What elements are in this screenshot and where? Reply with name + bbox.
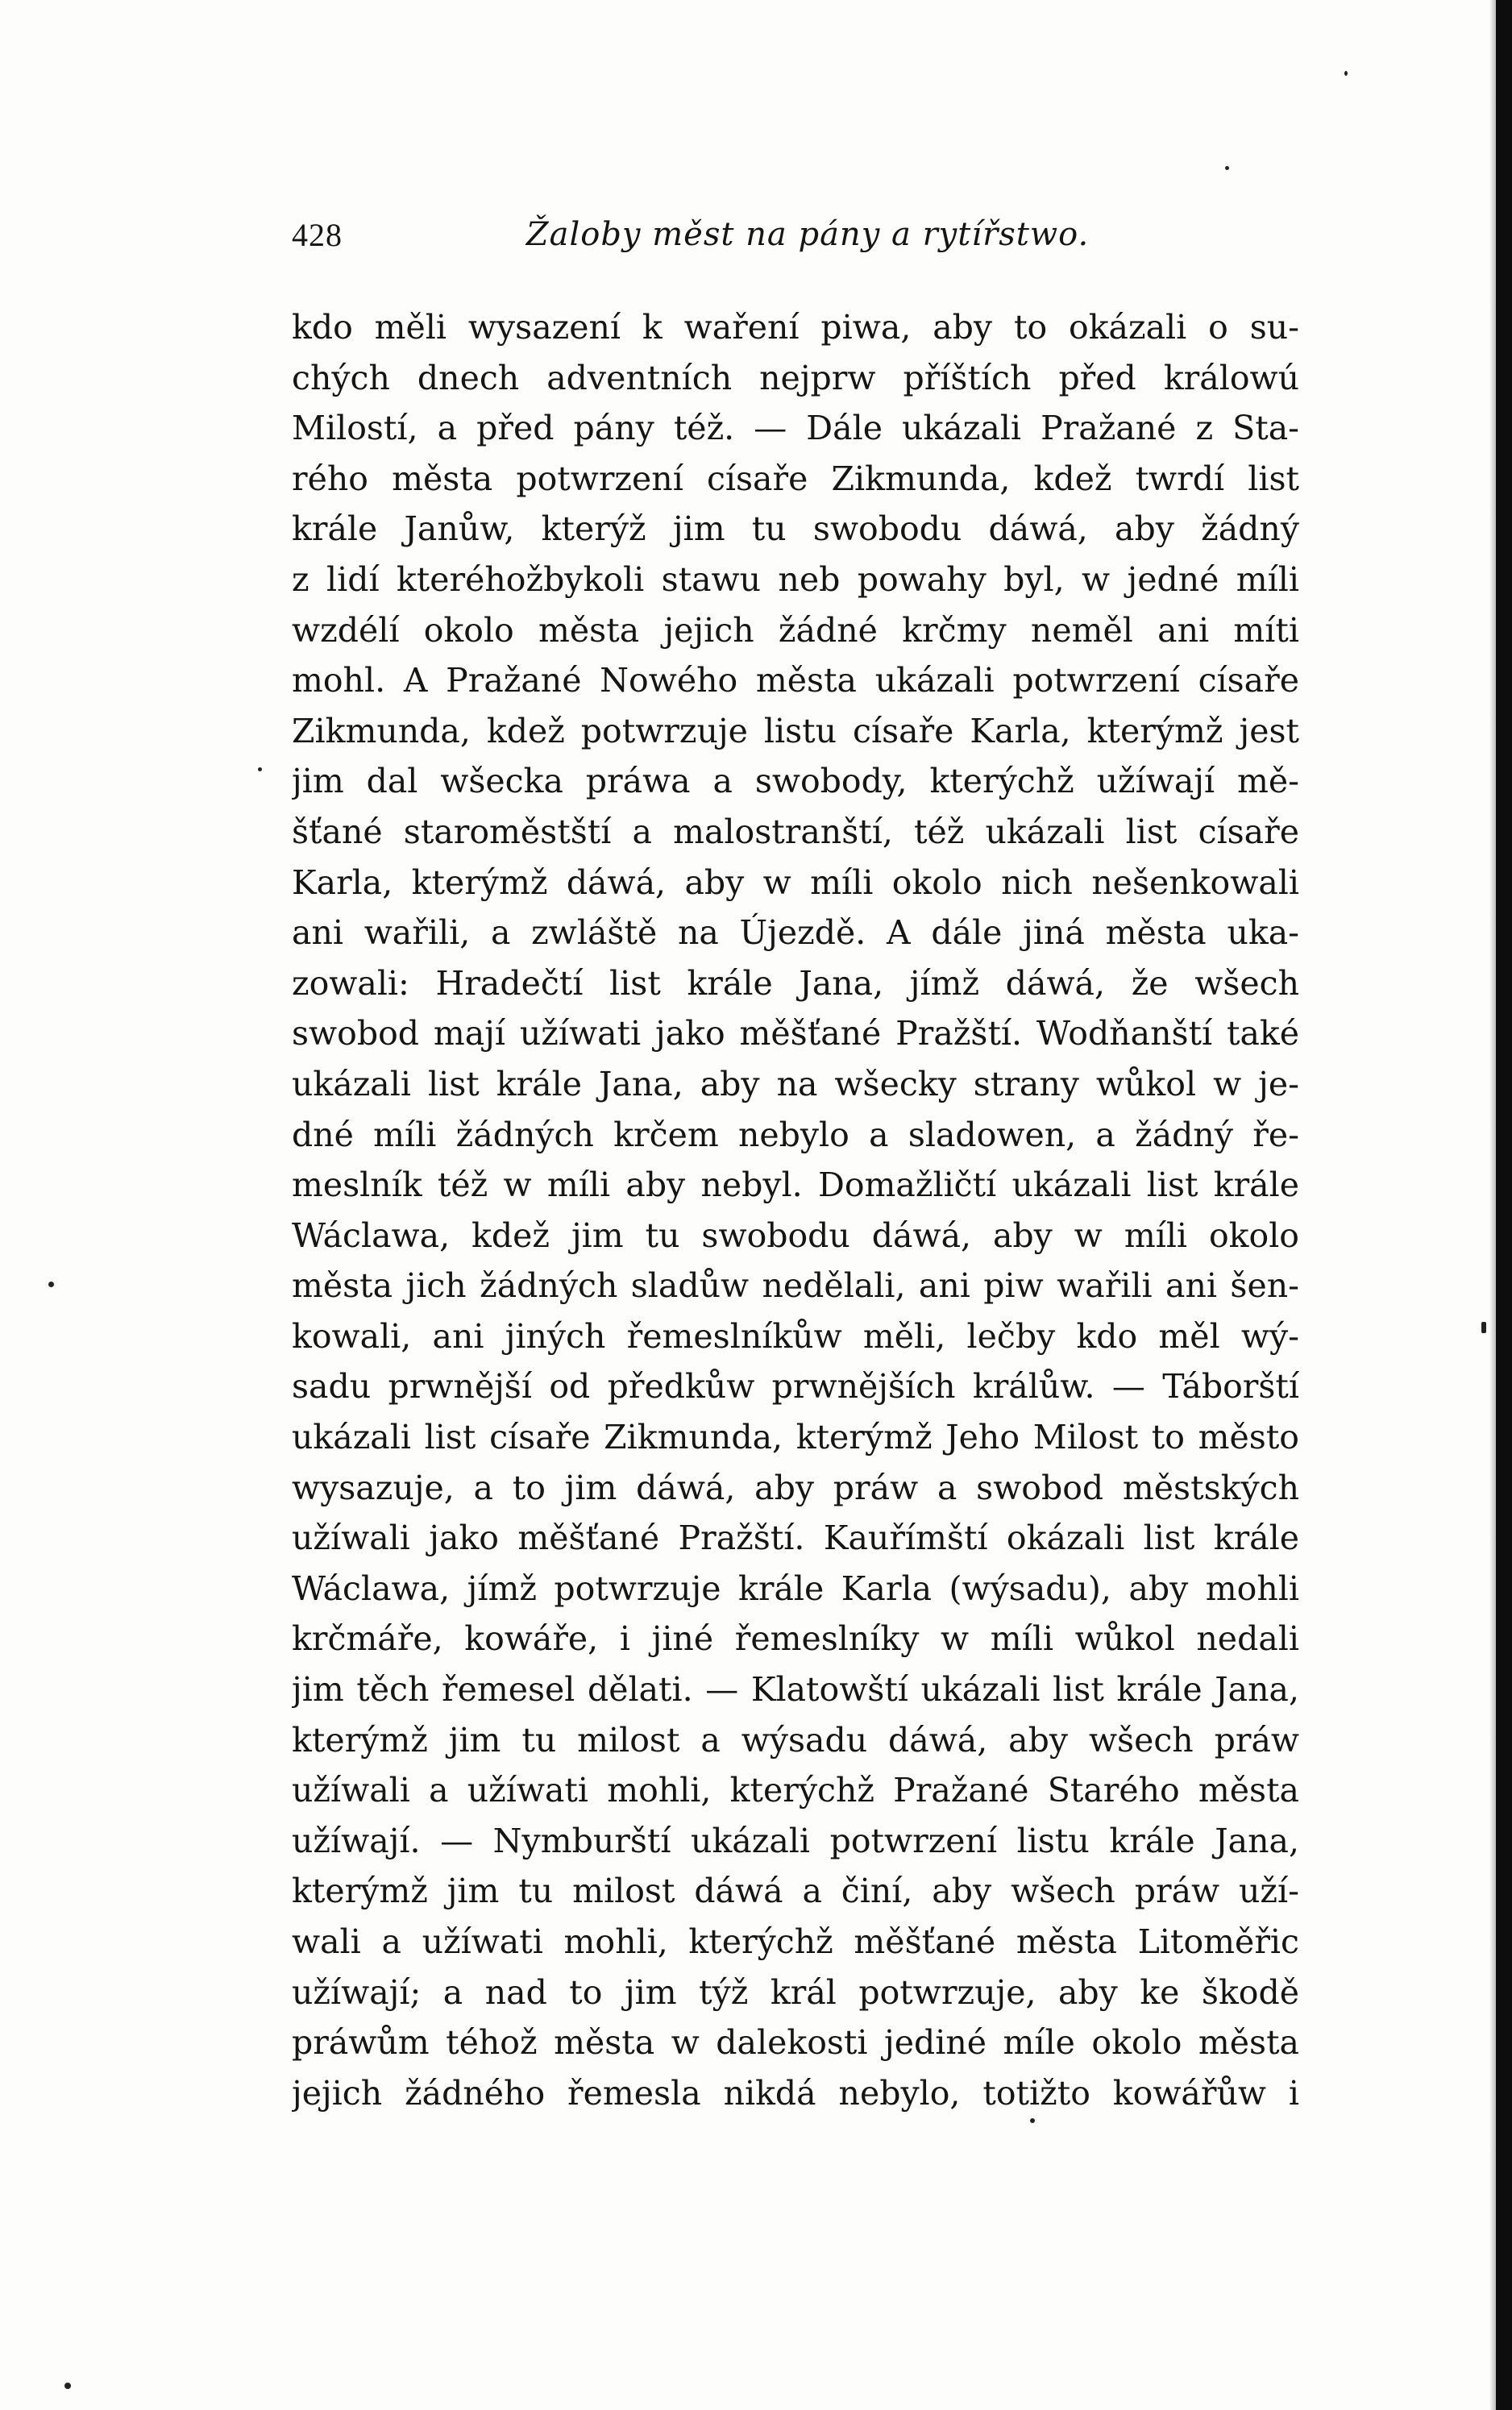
scan-border xyxy=(1496,0,1512,2410)
scan-speck xyxy=(64,2383,71,2389)
scan-speck xyxy=(48,1282,54,1287)
text-line: rého města potwrzení císaře Zikmunda, kdež twrdí list xyxy=(292,459,1299,498)
text-line: užíwali a užíwati mohli, kterýchž Pražané Starého města xyxy=(292,1771,1299,1810)
text-line: mohl. A Pražané Nowého města ukázali potwrzení císaře xyxy=(292,661,1299,700)
scan-speck xyxy=(1344,71,1348,76)
scan-speck xyxy=(1030,2118,1035,2123)
text-line: wali a užíwati mohli, kterýchž měšťané města Litoměřic xyxy=(292,1922,1299,1961)
text-line: chých dnech adventních nejprw příštích před králowú xyxy=(292,358,1299,397)
text-line: práwům téhož města w dalekosti jediné míle okolo města xyxy=(292,2023,1299,2063)
body-text xyxy=(292,302,1299,2118)
text-line: kterýmž jim tu milost a wýsadu dáwá, aby wšech práw xyxy=(292,1720,1299,1760)
text-line: ukázali list krále Jana, aby na wšecky strany wůkol w je- xyxy=(292,1064,1299,1103)
text-line: sadu prwnější od předkůw prwnějších králůw. — Táborští xyxy=(292,1367,1299,1407)
page-header xyxy=(292,216,1315,264)
text-line: jim dal wšecka práwa a swobody, kterýchž užíwají mě- xyxy=(292,762,1299,801)
page-number: 428 xyxy=(292,217,343,253)
text-line: užíwají. — Nymburští ukázali potwrzení listu krále Jana, xyxy=(292,1821,1299,1860)
text-line: užíwají; a nad to jim týž král potwrzuje, aby ke škodě xyxy=(292,1972,1299,2012)
text-line: dné míli žádných krčem nebylo a sladowen, a žádný ře- xyxy=(292,1115,1299,1154)
text-line: krále Janůw, kterýž jim tu swobodu dáwá, aby žádný xyxy=(292,509,1299,549)
scan-speck xyxy=(1481,1322,1486,1333)
scan-speck xyxy=(1225,166,1229,170)
text-line: ani wařili, a zwláště na Újezdě. A dále jiná města uka- xyxy=(292,913,1299,953)
text-line: šťané staroměstští a malostranští, též ukázali list císaře xyxy=(292,812,1299,851)
running-title: Žaloby měst na pány a rytířstwo. xyxy=(525,216,1090,253)
text-line: krčmáře, kowáře, i jiné řemeslníky w míli wůkol nedali xyxy=(292,1619,1299,1659)
text-line: swobod mají užíwati jako měšťané Pražští. Wodňanští také xyxy=(292,1014,1299,1053)
text-line: kterýmž jim tu milost dáwá a činí, aby wšech práw uží- xyxy=(292,1872,1299,1911)
text-line: kowali, ani jiných řemeslníkůw měli, lečby kdo měl wý- xyxy=(292,1316,1299,1356)
text-line: jim těch řemesel dělati. — Klatowští ukázali list krále Jana, xyxy=(292,1670,1299,1710)
text-line: ukázali list císaře Zikmunda, kterýmž Jeho Milost to město xyxy=(292,1418,1299,1457)
text-line: Milostí, a před pány též. — Dále ukázali Pražané z Sta- xyxy=(292,409,1299,448)
text-line: zowali: Hradečtí list krále Jana, jímž dáwá, že wšech xyxy=(292,963,1299,1003)
text-line: wysazuje, a to jim dáwá, aby práw a swobod městských xyxy=(292,1468,1299,1507)
text-line: užíwali jako měšťané Pražští. Kauřímští okázali list krále xyxy=(292,1519,1299,1558)
text-line: kdo měli wysazení k waření piwa, aby to okázali o su- xyxy=(292,308,1299,347)
text-line: města jich žádných sladůw nedělali, ani piw wařili ani šen- xyxy=(292,1266,1299,1306)
text-line: Zikmunda, kdež potwrzuje listu císaře Karla, kterýmž jest xyxy=(292,711,1299,750)
page-edge-shadow xyxy=(1489,0,1496,2410)
text-line: Karla, kterýmž dáwá, aby w míli okolo nich nešenkowali xyxy=(292,862,1299,902)
scan-speck xyxy=(258,767,262,771)
text-line: z lidí kteréhožbykoli stawu neb powahy byl, w jedné míli xyxy=(292,559,1299,599)
text-line: wzdélí okolo města jejich žádné krčmy neměl ani míti xyxy=(292,610,1299,650)
text-line: Wáclawa, jímž potwrzuje krále Karla (wýsadu), aby mohli xyxy=(292,1569,1299,1608)
text-line: meslník též w míli aby nebyl. Domažličtí ukázali list krále xyxy=(292,1166,1299,1205)
text-line: Wáclawa, kdež jim tu swobodu dáwá, aby w míli okolo xyxy=(292,1215,1299,1255)
text-line: jejich žádného řemesla nikdá nebylo, totižto kowářůw i xyxy=(292,2073,1299,2113)
